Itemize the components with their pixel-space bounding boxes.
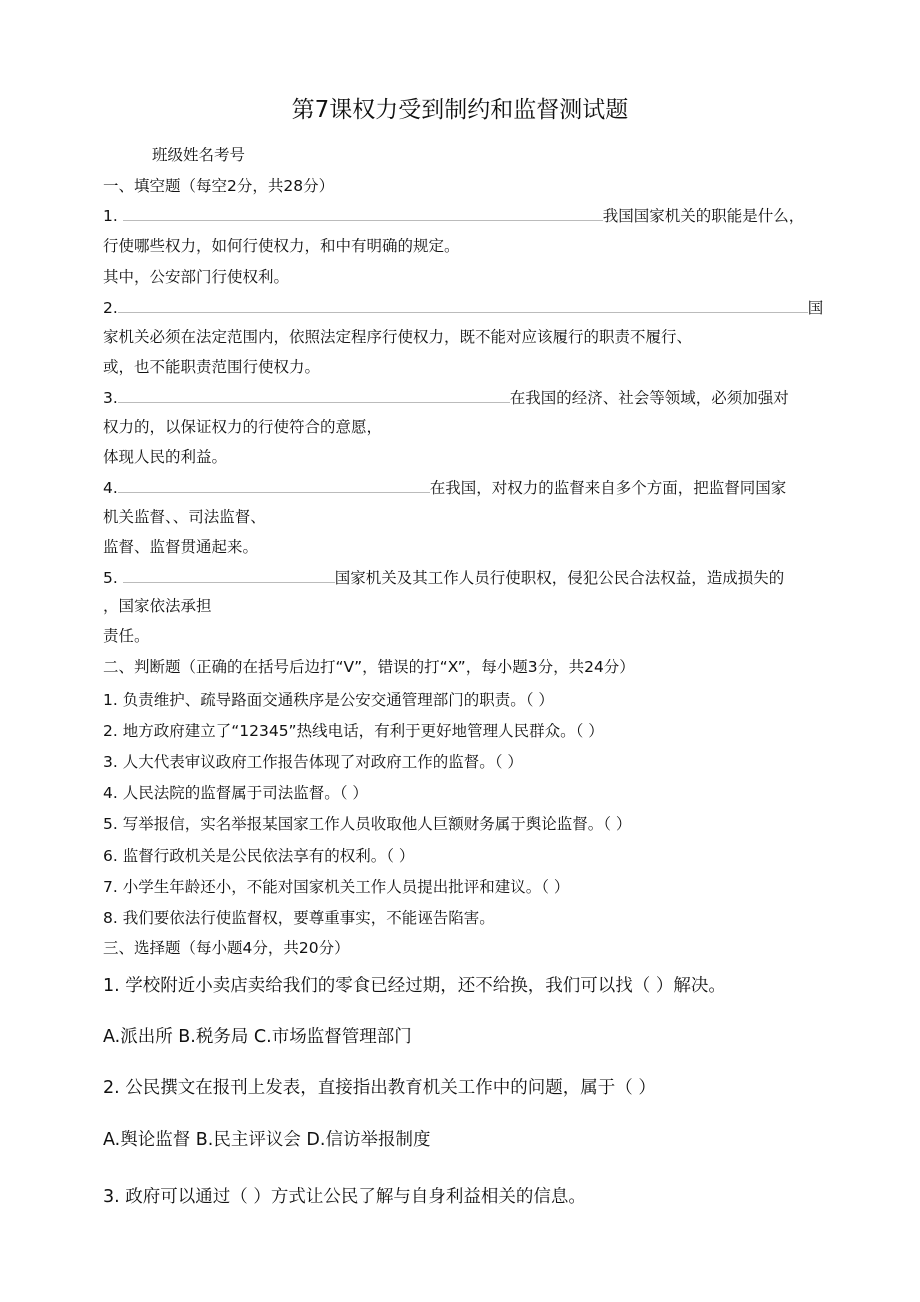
section3-heading: 三、选择题（每小题4分，共20分） [103, 939, 350, 957]
fill-q5-line3: 责任。 [103, 627, 150, 645]
fill-q1 [103, 206, 804, 226]
judge-item: 6. 监督行政机关是公民依法享有的权利。（ ） [103, 847, 415, 865]
q-text: 在我国，对权力的监督来自多个方面，把监督同国家 [429, 479, 787, 497]
answer-blank[interactable] [118, 478, 430, 493]
choice-q2-options: A.舆论监督 B.民主评议会 D.信访举报制度 [103, 1130, 431, 1150]
fill-q2-line3: 或，也不能职责范围行使权力。 [103, 358, 321, 376]
q-number: 4. [103, 479, 118, 497]
fill-q2 [103, 298, 823, 318]
fill-q1-line3: 其中，公安部门行使权利。 [103, 268, 290, 286]
q-number: 1. [103, 207, 118, 225]
fill-q4-line3: 监督、监督贯通起来。 [103, 538, 259, 556]
choice-q1: 1. 学校附近小卖店卖给我们的零食已经过期，还不给换，我们可以找（ ）解决。 [103, 976, 726, 996]
section1-heading: 一、填空题（每空2分，共28分） [103, 177, 335, 195]
answer-blank[interactable] [123, 206, 603, 221]
answer-blank[interactable] [118, 298, 808, 313]
choice-q3: 3. 政府可以通过（ ）方式让公民了解与自身利益相关的信息。 [103, 1187, 586, 1207]
q-text: 我国国家机关的职能是什么， [602, 207, 805, 225]
judge-item: 3. 人大代表审议政府工作报告体现了对政府工作的监督。（ ） [103, 753, 523, 771]
fill-q4-line2: 机关监督、、司法监督、 [103, 508, 266, 526]
fill-q3-line2: 权力的，以保证权力的行使符合的意愿， [103, 418, 383, 436]
page-title: 第7课权力受到制约和监督测试题 [291, 97, 629, 123]
fill-q4 [103, 478, 786, 498]
q-number: 3. [103, 389, 118, 407]
judge-item: 4. 人民法院的监督属于司法监督。（ ） [103, 784, 368, 802]
fill-q5 [103, 568, 784, 588]
fill-q2-line2: 家机关必须在法定范围内，依照法定程序行使权力，既不能对应该履行的职责不履行、 [103, 328, 693, 346]
q-number: 5. [103, 569, 118, 587]
q-text: 在我国的经济、社会等领域，必须加强对 [509, 389, 789, 407]
answer-blank[interactable] [123, 568, 335, 583]
fill-q3 [103, 388, 789, 408]
q-number: 2. [103, 299, 118, 317]
judge-item: 1. 负责维护、疏导路面交通秩序是公安交通管理部门的职责。（ ） [103, 691, 554, 709]
fill-q3-line3: 体现人民的利益。 [103, 448, 228, 466]
judge-item: 7. 小学生年龄还小，不能对国家机关工作人员提出批评和建议。（ ） [103, 878, 570, 896]
judge-item: 2. 地方政府建立了“12345”热线电话，有利于更好地管理人民群众。（ ） [103, 722, 604, 740]
q-text: 国 [807, 299, 824, 317]
fill-q5-line2: ，国家依法承担 [103, 597, 212, 615]
student-info-line: 班级姓名考号 [152, 146, 246, 164]
q-text: 国家机关及其工作人员行使职权，侵犯公民合法权益，造成损失的 [334, 569, 785, 587]
answer-blank[interactable] [118, 388, 510, 403]
fill-q1-line2: 行使哪些权力，如何行使权力，和中有明确的规定。 [103, 237, 460, 255]
choice-q2: 2. 公民撰文在报刊上发表，直接指出教育机关工作中的问题，属于（ ） [103, 1078, 656, 1098]
judge-item: 5. 写举报信，实名举报某国家工作人员收取他人巨额财务属于舆论监督。（ ） [103, 815, 632, 833]
choice-q1-options: A.派出所 B.税务局 C.市场监督管理部门 [103, 1027, 412, 1047]
judge-item: 8. 我们要依法行使监督权，要尊重事实，不能诬告陷害。 [103, 909, 495, 927]
section2-heading: 二、判断题（正确的在括号后边打“V”，错误的打“X”，每小题3分，共24分） [103, 658, 635, 676]
